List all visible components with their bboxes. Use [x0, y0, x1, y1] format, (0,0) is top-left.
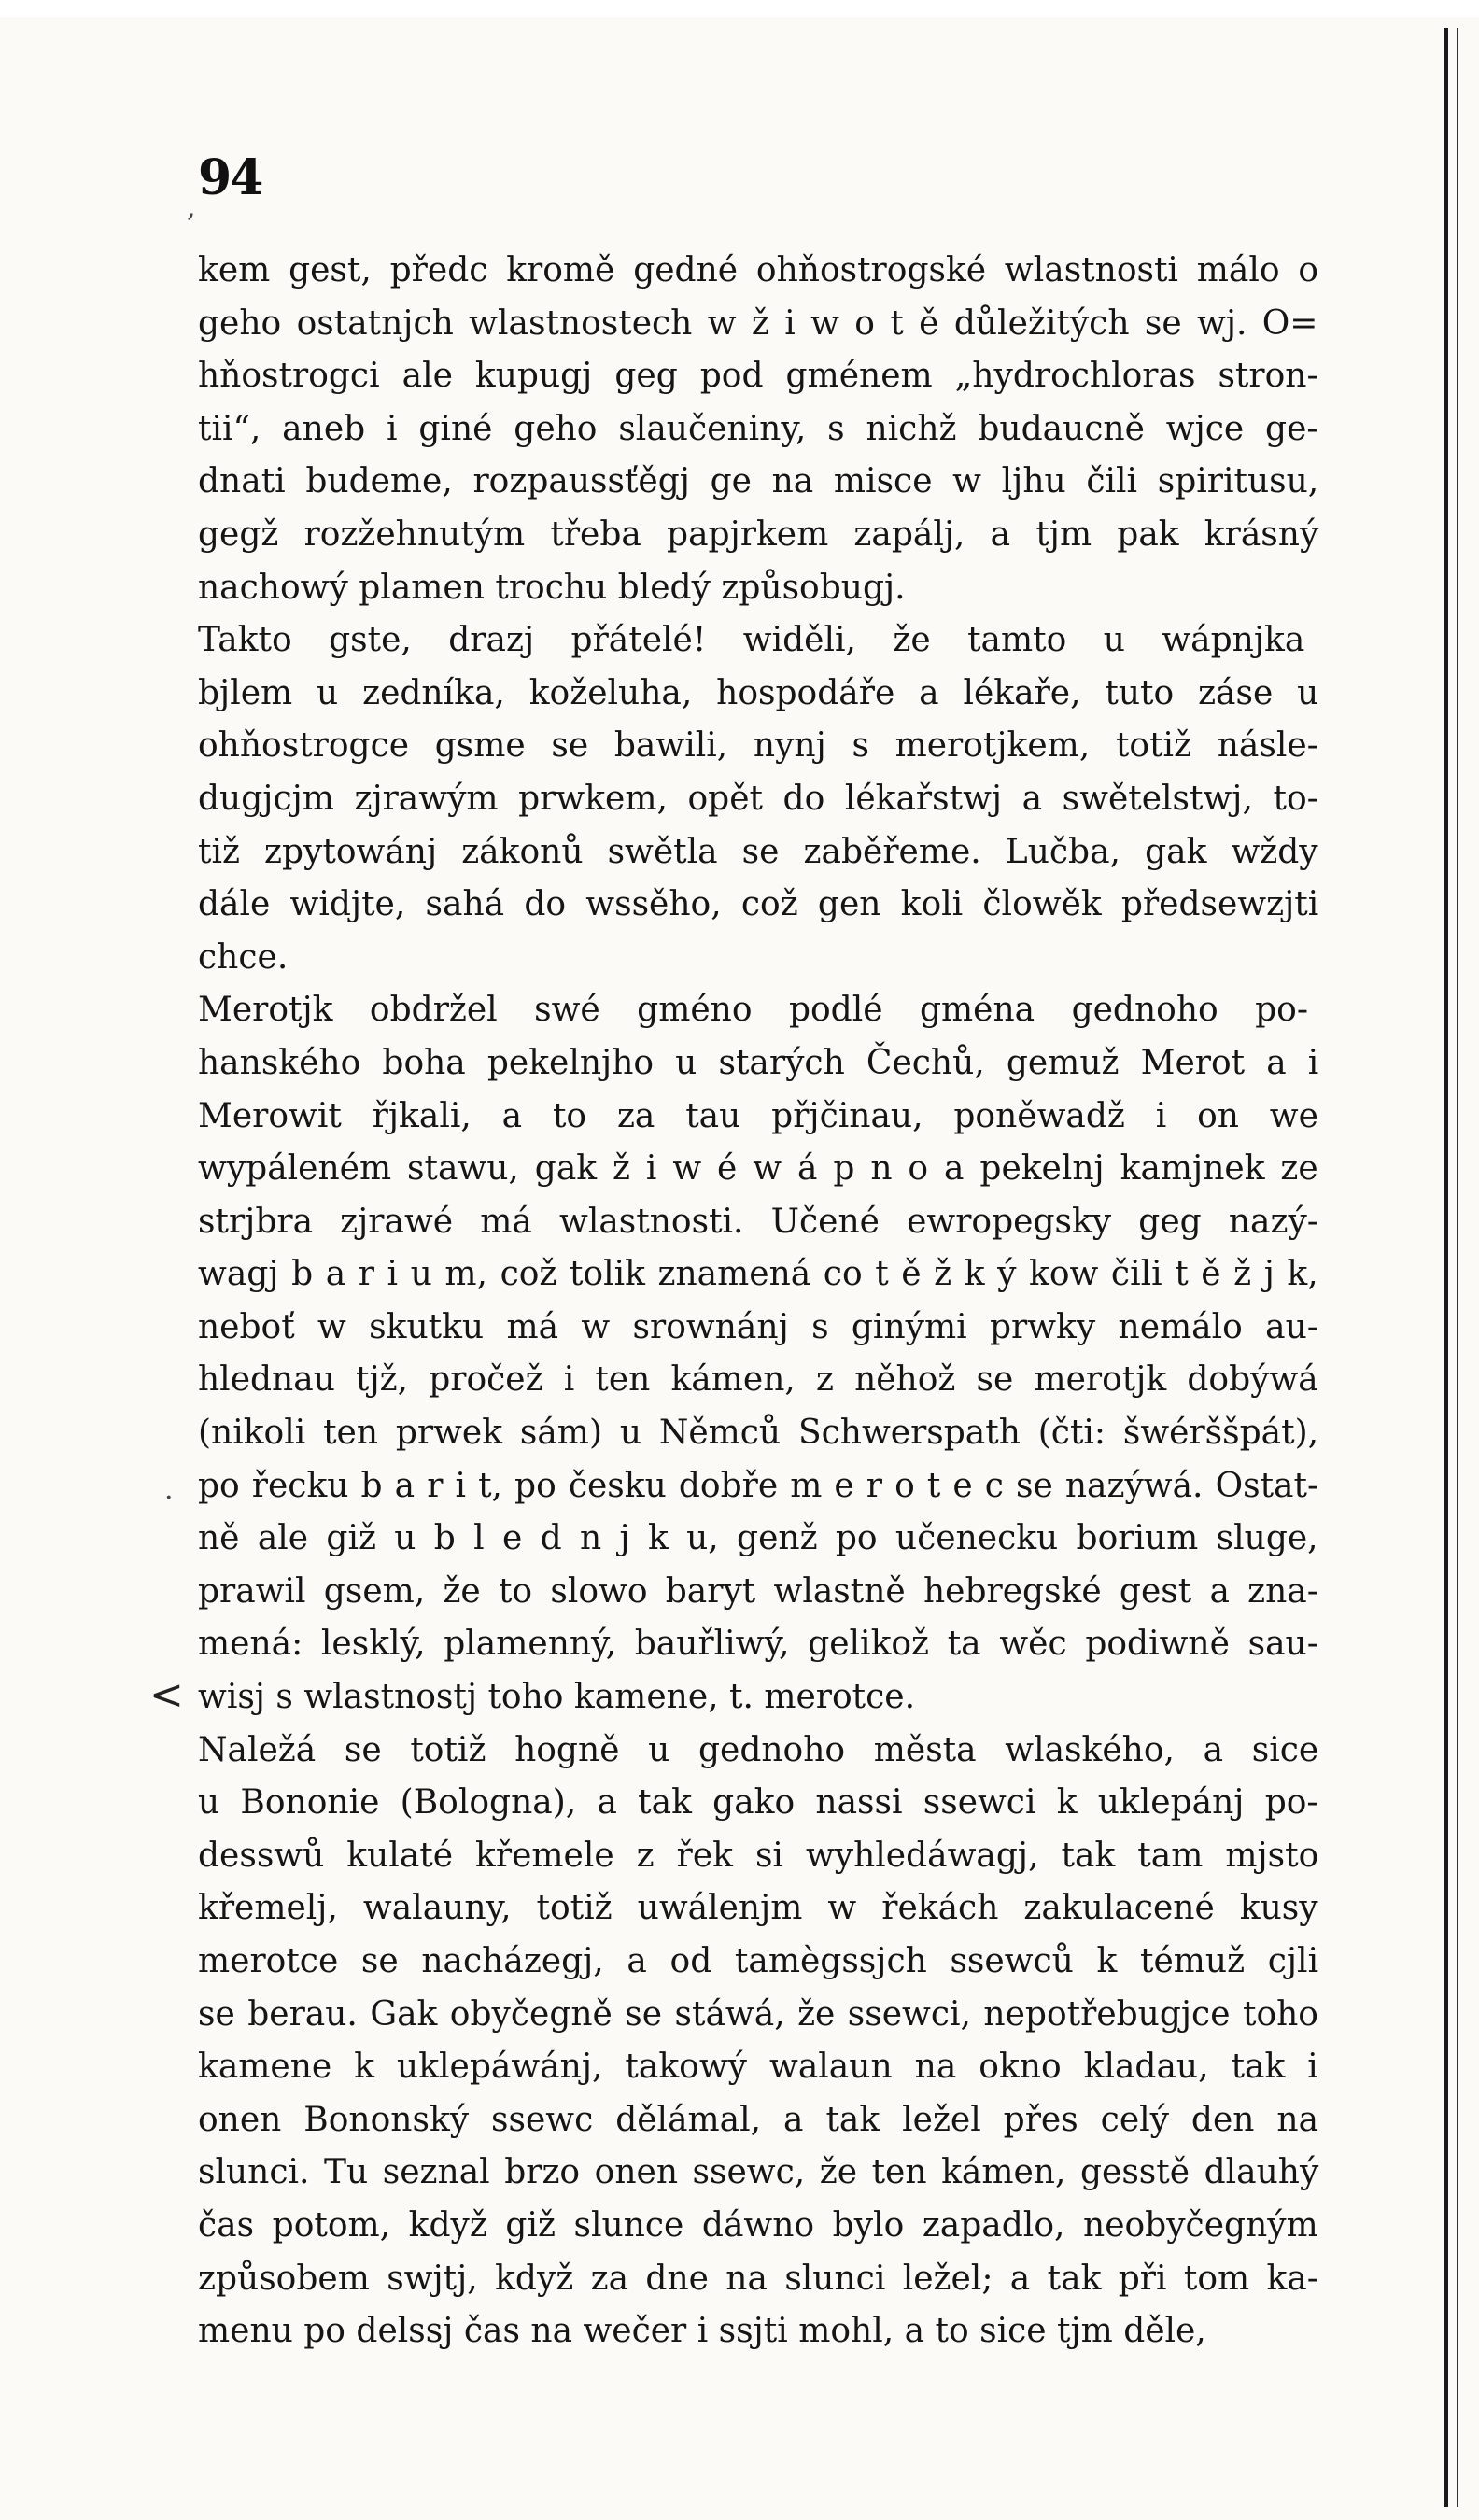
text-line: kem gest, předc kromě gedné ohňostrogské wlastnosti málo o	[198, 251, 1319, 289]
text-line: dnati budeme, rozpaussťěgj ge na misce w ljhu čili spiritusu,	[198, 462, 1319, 501]
text-line: neboť w skutku má w srownánj s ginými prwky nemálo au-	[198, 1307, 1318, 1346]
text-line: bjlem u zedníka, koželuha, hospodáře a lékaře, tuto záse u	[198, 673, 1319, 712]
text-line: křemelj, walauny, totiž uwálenjm w řekách zakulacené kusy	[198, 1889, 1318, 1928]
text-line: chce.	[198, 937, 289, 977]
text-line: nachowý plamen trochu bledý způsobugj.	[198, 568, 906, 607]
text-line: hanského boha pekelnjho u starých Čechů, gemuž Merot a i	[198, 1043, 1319, 1082]
text-line: desswů kulaté křemele z řek si wyhledáwagj, tak tam mjsto	[198, 1836, 1319, 1875]
margin-mark: <	[149, 1671, 184, 1719]
text-line: wagj b a r i u m, což tolik znamená co t ě ž k ý kow čili t ě ž j k,	[198, 1255, 1318, 1294]
text-line: (nikoli ten prwek sám) u Němců Schwerspath (čti: šwérššpát),	[198, 1414, 1319, 1453]
text-line: Merotjk obdržel swé gméno podlé gména gednoho po-	[198, 991, 1309, 1030]
page-edge-rule	[1444, 28, 1448, 2507]
text-line: slunci. Tu seznal brzo onen ssewc, že ten kámen, gesstě dlauhý	[198, 2153, 1319, 2192]
text-line: čas potom, když giž slunce dáwno bylo zapadlo, neobyčegným	[198, 2205, 1318, 2245]
text-line: tiž zpytowánj zákonů swětla se zaběřeme. Lučba, gak wždy	[198, 832, 1318, 871]
text-line: prawil gsem, že to slowo baryt wlastně hebregské gest a zna-	[198, 1571, 1318, 1611]
text-line: wisj s wlastnostj toho kamene, t. merotce.	[198, 1678, 916, 1717]
text-line: merotce se nacházegj, a od tamègssjch ssewců k témuž cjli	[198, 1942, 1319, 1980]
page-number: 94	[198, 149, 262, 206]
text-line: mená: lesklý, plamenný, bauřliwý, gelikož ta wěc podiwně sau-	[198, 1625, 1318, 1664]
text-line: ně ale giž u b l e d n j k u, genž po učenecku borium sluge,	[198, 1519, 1318, 1558]
text-line: onen Bononský ssewc dělámal, a tak ležel přes celý den na	[198, 2100, 1319, 2139]
text-line: u Bononie (Bologna), a tak gako nassi ssewci k uklepánj po-	[198, 1783, 1318, 1823]
text-line: se berau. Gak obyčegně se stáwá, že ssewci, nepotřebugjce toho	[198, 1994, 1318, 2034]
text-line: Merowit řjkali, a to za tau přjčinau, poněwadž i on we	[198, 1096, 1318, 1135]
text-line: tii“, aneb i giné geho slaučeniny, s nichž budaucně wjce ge-	[198, 409, 1318, 448]
text-line: hňostrogci ale kupugj geg pod gménem „hydrochloras stron-	[198, 357, 1318, 396]
stray-dot: .	[164, 1473, 174, 1506]
text-line: po řecku b a r i t, po česku dobře m e r o t e c se nazýwá. Ostat-	[198, 1466, 1319, 1505]
text-line: hlednau tjž, pročež i ten kámen, z něhož se merotjk dobýwá	[198, 1360, 1318, 1400]
text-line: kamene k uklepáwánj, takowý walaun na okno kladau, tak i	[198, 2048, 1318, 2087]
text-line: menu po delssj čas na wečer i ssjti mohl, a to sice tjm děle,	[198, 2312, 1206, 2351]
text-line: způsobem swjtj, když za dne na slunci ležel; a tak při tom ka-	[198, 2259, 1318, 2298]
body-text	[198, 245, 1318, 2358]
text-line: dále widjte, sahá do wssěho, což gen koli člowěk předsewzjti	[198, 885, 1319, 924]
text-line: strjbra zjrawé má wlastnosti. Učené ewropegsky geg nazý-	[198, 1202, 1318, 1241]
page-edge-rule-thin	[1457, 28, 1458, 2507]
top-margin	[0, 0, 1479, 17]
text-line: Naležá se totiž hogně u gednoho města wlaského, a sice	[198, 1730, 1319, 1769]
text-line: geho ostatnjch wlastnostech w ž i w o t ě důležitých se wj. O=	[198, 303, 1318, 343]
text-line: wypáleném stawu, gak ž i w é w á p n o a pekelnj kamjnek ze	[198, 1149, 1318, 1189]
text-line: ohňostrogce gsme se bawili, nynj s merotjkem, totiž násle-	[198, 726, 1318, 766]
text-line: dugjcjm zjrawým prwkem, opět do lékařstwj a swětelstwj, to-	[198, 779, 1318, 818]
text-line: Takto gste, drazj přátelé! widěli, že tamto u wápnjka	[198, 621, 1305, 660]
text-line: gegž rozžehnutým třeba papjrkem zapálj, a tjm pak krásný	[198, 514, 1319, 554]
stray-dot: ,	[187, 191, 196, 224]
